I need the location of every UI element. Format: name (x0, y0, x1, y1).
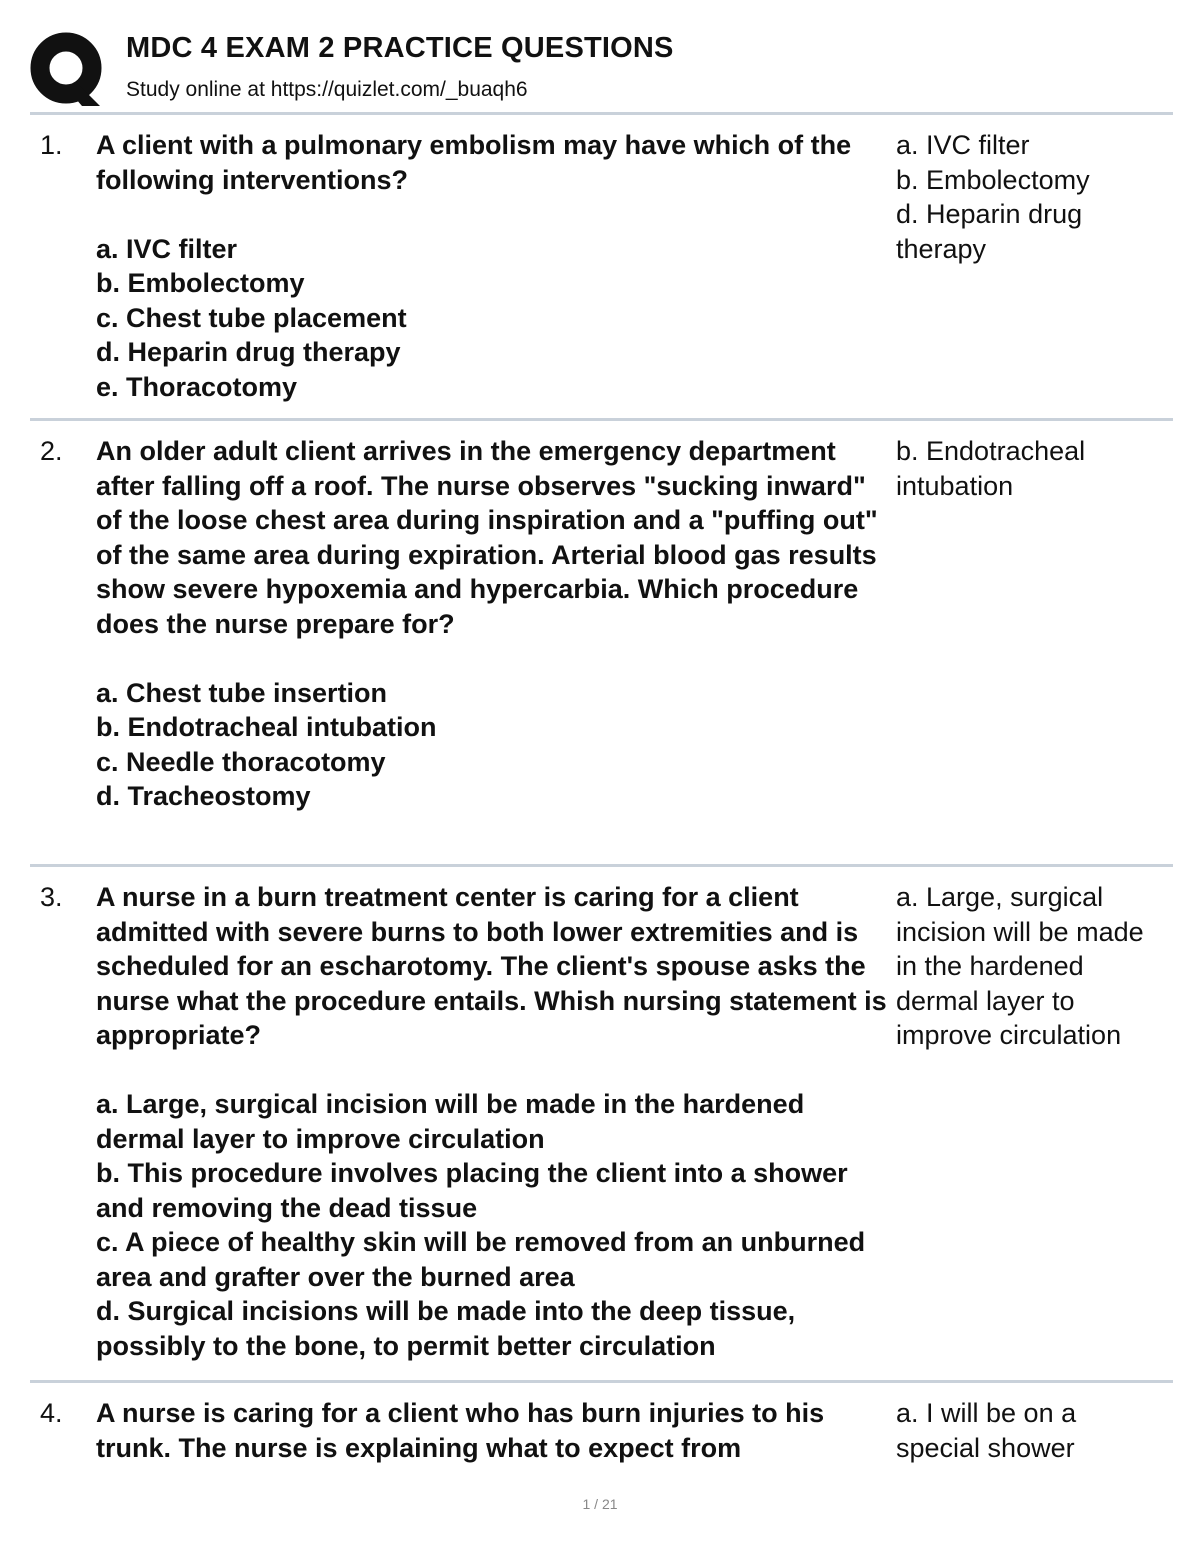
question-item (30, 418, 1173, 867)
question-number: 3. (40, 882, 63, 912)
answer-text: a. Large, surgical incision will be made in the hardened dermal layer to improve circulation (896, 882, 1144, 1050)
question-item (30, 112, 1173, 421)
answer-text: a. I will be on a special shower (896, 1398, 1077, 1463)
question-number: 4. (40, 1398, 63, 1428)
document-title: MDC 4 EXAM 2 PRACTICE QUESTIONS (126, 32, 674, 64)
question-text: A client with a pulmonary embolism may have which of the following interventions? a. IVC filter b. Embolectomy c. Chest tube placement d. Heparin drug therapy e. Thoracotomy (96, 130, 852, 402)
question-text: An older adult client arrives in the emergency department after falling off a roof. The nurse observes "sucking inward" of the loose chest area during inspiration and a "puffing out" of the same area during expiration. Arterial blood gas results show severe hypoxemia and hypercarbia. Which procedure does the nurse prepare for? a. Chest tube insertion b. Endotracheal intubation c. Needle thoracotomy d. Tracheostomy (96, 436, 878, 811)
question-text: A nurse is caring for a client who has burn injuries to his trunk. The nurse is explaining what to expect from (96, 1398, 825, 1463)
question-number: 1. (40, 130, 63, 160)
document-header (30, 28, 1180, 108)
page-indicator: 1 / 21 (582, 1496, 618, 1512)
question-item (30, 864, 1173, 1383)
quizlet-logo-icon (30, 32, 106, 108)
answer-text: a. IVC filter b. Embolectomy d. Heparin drug therapy (896, 130, 1090, 264)
question-text: A nurse in a burn treatment center is caring for a client admitted with severe burns to both lower extremities and is scheduled for an escharotomy. The client's spouse asks the nurse what the procedure entails. Whish nursing statement is appropriate? a. Large, surgical incision will be made in the hardened dermal layer to improve circulation b. This procedure involves placing the client into a shower and removing the dead tissue c. A piece of healthy skin will be removed from an unburned area and grafter over the burned area d. Surgical incisions will be made into the deep tissue, possibly to the bone, to permit better circulation (96, 882, 887, 1361)
question-item (30, 1380, 1173, 1483)
question-number: 2. (40, 436, 63, 466)
document-subtitle: Study online at https://quizlet.com/_buaqh6 (126, 78, 528, 101)
answer-text: b. Endotracheal intubation (896, 436, 1086, 501)
